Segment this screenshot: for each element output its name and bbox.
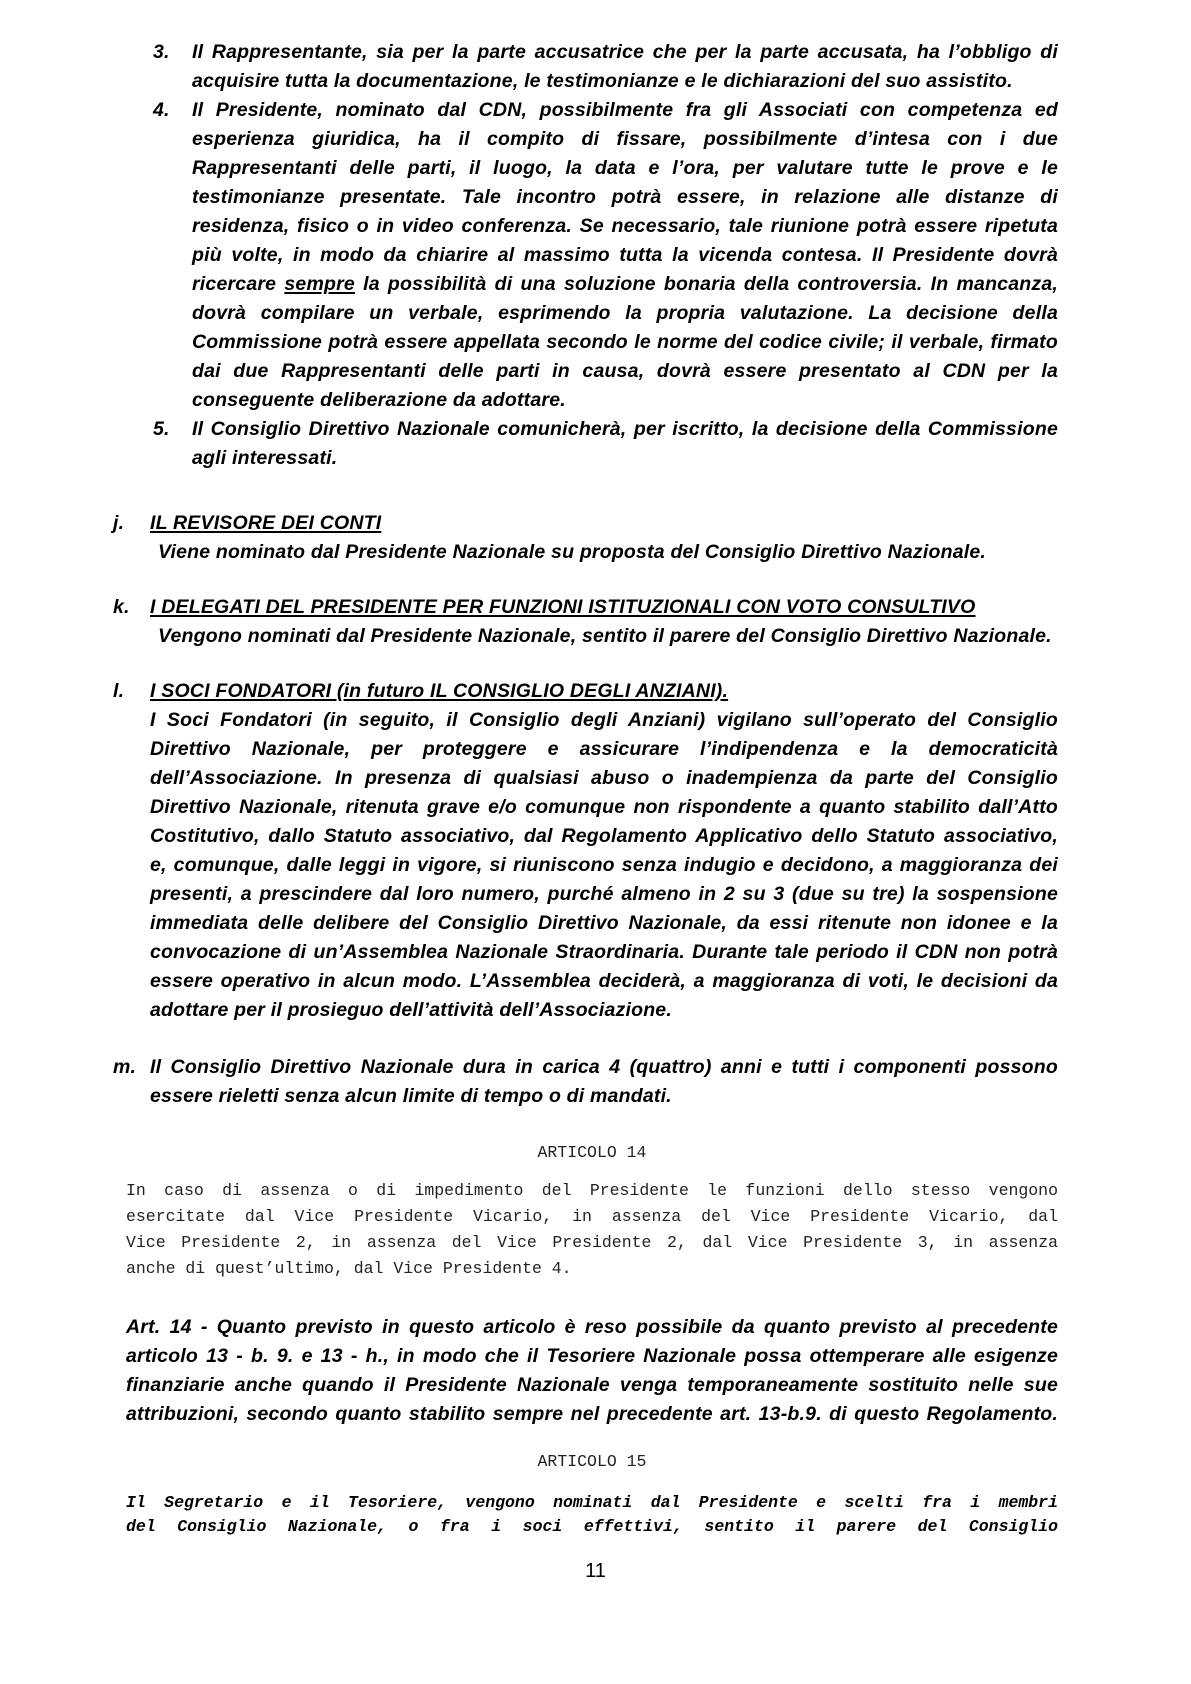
text-line: Rappresentanti delle parti, il luogo, la data e l’ora, per valutare tutte le prove e le (192, 157, 1058, 179)
text-line: Il Consiglio Direttivo Nazionale comunicherà, per iscritto, la decisione della Commissione (192, 418, 1058, 440)
text-line: presenti, a prescindere dal loro numero, purché almeno in 2 su 3 (due su tre) la sospensione (150, 883, 1058, 905)
list-number: 4. (153, 99, 170, 121)
text-line: immediata delle delibere del Consiglio Direttivo Nazionale, da essi ritenute non idonee e la (150, 912, 1058, 934)
section-body: Vengono nominati dal Presidente Nazionale, sentito il parere del Consiglio Direttivo Nazionale. (158, 625, 1052, 647)
text-line: essere operativo in alcun modo. L’Assemblea deciderà, a maggioranza di voti, le decisioni da (150, 970, 1058, 992)
text-line: esperienza giuridica, ha il compito di fissare, possibilmente d’intesa con i due (192, 128, 1058, 150)
text-line: del Consiglio Nazionale, o fra i soci effettivi, sentito il parere del Consiglio (126, 1517, 1058, 1536)
text-line: Il Segretario e il Tesoriere, vengono nominati dal Presidente e scelti fra i membri (126, 1493, 1058, 1512)
section-m (113, 1053, 1058, 1111)
text-line: acquisire tutta la documentazione, le testimonianze e le dichiarazioni del suo assistito. (192, 70, 1013, 92)
section-k (113, 593, 1058, 651)
text-line: Il Presidente, nominato dal CDN, possibilmente fra gli Associati con competenza ed (192, 99, 1058, 121)
text-line: articolo 13 - b. 9. e 13 - h., in modo che il Tesoriere Nazionale possa ottemperare alle esigenze (126, 1345, 1058, 1367)
article-15-title: ARTICOLO 15 (537, 1452, 647, 1471)
text-line: I Soci Fondatori (in seguito, il Consiglio degli Anziani) vigilano sull’operato del Consiglio (150, 709, 1058, 731)
text-line: dell’Associazione. In presenza di qualsiasi abuso o inadempienza da parte del Consiglio (150, 767, 1058, 789)
section-letter: j. (113, 512, 125, 534)
text-line: Direttivo Nazionale, per proteggere e assicurare l’indipendenza e la democraticità (150, 738, 1058, 760)
text-line: e, comunque, dalle leggi in vigore, si riuniscono senza indugio e decidono, a maggioranza dei (150, 854, 1058, 876)
text-line: In caso di assenza o di impedimento del Presidente le funzioni dello stesso vengono (126, 1181, 1058, 1200)
section-body: Viene nominato dal Presidente Nazionale su proposta del Consiglio Direttivo Nazionale. (158, 541, 987, 563)
text-line: dai due Rappresentanti delle parti in causa, dovrà essere presentato al CDN per la (192, 360, 1058, 382)
list-item-3 (153, 38, 1058, 96)
article-14-title: ARTICOLO 14 (537, 1143, 647, 1162)
section-letter: k. (113, 596, 130, 618)
text-line: Direttivo Nazionale, ritenuta grave e/o comunque non rispondente a quanto stabilito dall’Atto (150, 796, 1058, 818)
list-item-5 (153, 415, 1058, 473)
text-line: più volte, in modo da chiarire al massimo tutta la vicenda contesa. Il Presidente dovrà (192, 244, 1058, 266)
text-line: finanziarie anche quando il Presidente Nazionale venga temporaneamente sostituito nelle sue (126, 1374, 1058, 1396)
text-line: esercitate dal Vice Presidente Vicario, in assenza del Vice Presidente Vicario, dal (126, 1207, 1058, 1226)
text-line: Il Rappresentante, sia per la parte accusatrice che per la parte accusata, ha l’obbligo di (192, 41, 1058, 63)
article-14-body (126, 1178, 1058, 1282)
list-number: 3. (153, 41, 170, 63)
text-line: residenza, fisico o in video conferenza. Se necessario, tale riunione potrà essere ripetuta (192, 215, 1058, 237)
text-line: Vice Presidente 2, in assenza del Vice Presidente 2, dal Vice Presidente 3, in assenza (126, 1233, 1058, 1252)
text-line: Commissione potrà essere appellata secondo le norme del codice civile; il verbale, firmato (192, 331, 1058, 353)
section-letter: l. (113, 680, 125, 702)
section-j (113, 509, 1058, 567)
section-heading: I SOCI FONDATORI (in futuro IL CONSIGLIO DEGLI ANZIANI). (150, 680, 729, 702)
section-l (113, 677, 1058, 1025)
text-line: adottare per il prosieguo dell’attività dell’Associazione. (150, 999, 672, 1021)
text-line: testimonianze presentate. Tale incontro potrà essere, in relazione alle distanze di (192, 186, 1058, 208)
text-segment: la possibilità di una soluzione bonaria della controversia. In mancanza, (354, 273, 1058, 295)
section-letter: m. (113, 1056, 137, 1078)
list-number: 5. (153, 418, 170, 440)
text-line: Art. 14 - Quanto previsto in questo articolo è reso possibile da quanto previsto al precedente (126, 1316, 1058, 1338)
list-item-4 (153, 96, 1058, 415)
text-line: essere rieletti senza alcun limite di tempo o di mandati. (150, 1085, 672, 1107)
text-line: conseguente deliberazione da adottare. (192, 389, 566, 411)
article-14-note (126, 1313, 1058, 1429)
text-line: anche di quest’ultimo, dal Vice Presidente 4. (126, 1259, 572, 1278)
text-segment: ricercare (192, 273, 285, 295)
text-line: dovrà compilare un verbale, esprimendo la propria valutazione. La decisione della (192, 302, 1058, 324)
text-line: agli interessati. (192, 447, 338, 469)
section-heading: I DELEGATI DEL PRESIDENTE PER FUNZIONI ISTITUZIONALI CON VOTO CONSULTIVO (150, 596, 976, 618)
emphasis-underlined: sempre (284, 273, 355, 295)
section-heading: IL REVISORE DEI CONTI (150, 512, 382, 534)
text-line: Costitutivo, dallo Statuto associativo, dal Regolamento Applicativo dello Statuto associativo, (150, 825, 1058, 847)
text-line: attribuzioni, secondo quanto stabilito sempre nel precedente art. 13-b.9. di questo Regolamento. (126, 1403, 1058, 1425)
text-line: Il Consiglio Direttivo Nazionale dura in carica 4 (quattro) anni e tutti i componenti possono (150, 1056, 1058, 1078)
article-15-body (126, 1491, 1058, 1539)
text-line: convocazione di un’Assemblea Nazionale Straordinaria. Durante tale periodo il CDN non potrà (150, 941, 1058, 963)
page-number: 11 (585, 1560, 606, 1582)
text-line (192, 270, 1058, 299)
